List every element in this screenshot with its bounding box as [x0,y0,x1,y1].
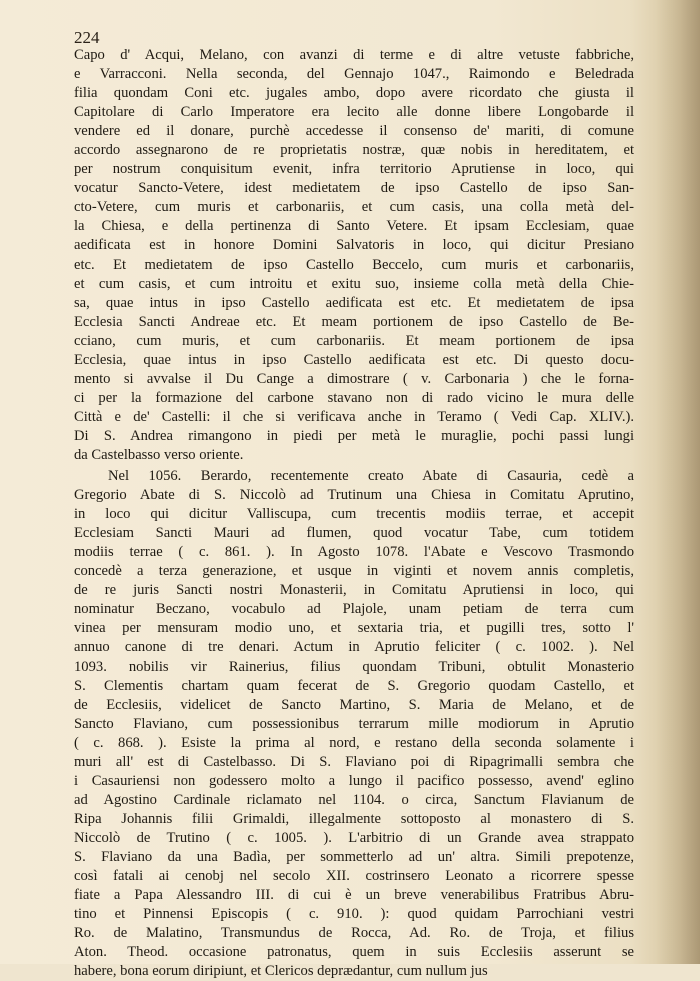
text-line: Ecclesia, quae intus in ipso Castello aedificata est etc. Di questo docu- [74,351,634,368]
text-line: de re juris Sancti nostri Monasterii, in Comitatu Aprutiensi in loco, qui [74,582,634,599]
text-line: de Ecclesiis, videlicet de Sancto Martino, S. Maria de Melano, et de [74,696,634,713]
text-line: modiis terrae ( c. 861. ). In Agosto 1078. l'Abate e Vescovo Trasmondo [74,544,634,561]
paragraph-1 [74,46,634,465]
text-body [74,46,634,981]
text-line: la Chiesa, e della pertinenza di Santo Vetere. Et ipsam Ecclesiam, quae [74,218,634,235]
text-line: etc. Et medietatem de ipso Castello Beccelo, cum muris et carbonariis, [74,256,634,273]
text-line: S. Flaviano da una Badìa, per sommetterlo ad un' altra. Simili prepotenze, [74,848,634,865]
text-line: Città e de' Castelli: il che si verificava anche in Teramo ( Vedi Cap. XLIV.). [74,408,634,425]
text-line: Nel 1056. Berardo, recentemente creato Abate di Casauria, cedè a [108,468,634,485]
text-line: habere, bona eorum diripiunt, et Clericos deprædantur, cum nullum jus [74,963,488,980]
text-line: vendere ed il donare, purchè accedesse il consenso de' mariti, di comune [74,123,634,140]
text-line: muri all' est di Castelbasso. Di S. Flaviano poi di Ripagrimalli sembra che [74,753,634,770]
text-line: accordo assegnarono de re proprietatis nostræ, quæ nobis in hereditatem, et [74,142,634,159]
page-number: 224 [74,28,100,47]
text-line: Ecclesia Sancti Andreae etc. Et meam portionem de ipso Castello de Be- [74,313,634,330]
text-line: Ro. de Malatino, Transmundus de Rocca, Ad. Ro. de Troja, et filius [74,925,634,942]
text-line: Capitolare di Carlo Imperatore era lecito alle donne libere Longobarde il [74,104,634,121]
text-line: in loco qui dicitur Valliscupa, cum trecentis modiis terrae, et accepit [74,506,634,523]
text-line: Gregorio Abate di S. Niccolò ad Trutinum una Chiesa in Comitatu Aprutino, [74,487,634,504]
text-line: Niccolò de Trutino ( c. 1005. ). L'arbitrio di un Grande avea strappato [74,829,634,846]
text-line: tino et Pinnensi Episcopis ( c. 910. ): quod quidam Parrochiani vestri [74,906,634,923]
text-line: così fatali ai cenobj nel secolo XII. costrinsero Leonato a ricorrere spesse [74,868,634,885]
text-line: nominatur Beczano, vocabulo ad Plajole, unam petiam de terra cum [74,601,634,618]
text-line: ci per la formazione del carbone stavano non di rado vicino le mura delle [74,389,634,406]
text-line: vinea per mensuram modio uno, et sextaria tria, et pugilli tres, sotto l' [74,620,634,637]
text-line: cto-Vetere, cum muris et carbonariis, et cum casis, una colla metà del- [74,199,634,216]
text-line: per nostrum conquisitum evenit, infra territorio Aprutiense in loco, qui [74,161,634,178]
text-line: fiate a Papa Alessandro III. di cui è un breve venerabilibus Fratribus Abru- [74,887,634,904]
text-line: et cum casis, et cum introitu et exitu suo, insieme colla metà della Chie- [74,275,634,292]
page-gutter-shadow [656,0,700,964]
text-line: Capo d' Acqui, Melano, con avanzi di terme e di altre vetuste fabbriche, [74,47,634,63]
text-line: 1093. nobilis vir Rainerius, filius quondam Tribuni, obtulit Monasterio [74,658,634,675]
text-line: Ripa Johannis filii Grimaldi, illegalmente sottoposto al monastero di S. [74,810,634,827]
text-line: S. Clementis chartam quam fecerat de S. Gregorio quodam Castello, et [74,677,634,694]
text-line: cciano, cum muris, et cum carbonariis. Et meam portionem de ipsa [74,332,634,349]
text-line: vocatur Sancto-Vetere, idest medietatem de ipso Castello de ipso San- [74,180,634,197]
text-line: da Castelbasso verso oriente. [74,446,244,463]
text-line: ad Agostino Cardinale riclamato nel 1104. o circa, Sanctum Flavianum de [74,791,634,808]
text-line: mento si avvalse il Du Cange a dimostrare ( v. Carbonaria ) che le forna- [74,370,634,387]
text-line: Di S. Andrea rimangono in piedi per metà le muraglie, pochi passi lungi [74,427,634,444]
paragraph-2 [74,467,634,981]
text-line: concedè a terza generazione, et usque in viginti et novem annis completis, [74,563,634,580]
text-line: e Varracconi. Nella seconda, del Gennajo 1047., Raimondo e Beledrada [74,66,634,83]
text-line: ( c. 868. ). Esiste la prima al nord, e restano della seconda solamente i [74,734,634,751]
text-line: sa, quae intus in ipso Castello aedificata est etc. Et medietatem de ipsa [74,294,634,311]
text-line: aedificata est in honore Domini Salvatoris in loco, qui dicitur Presiano [74,237,634,254]
text-line: Aton. Theod. occasione patronatus, quem in suis Ecclesiis asserunt se [74,944,634,961]
text-line: Sancto Flaviano, cum possessionibus terrarum mille modiorum in Aprutio [74,715,634,732]
text-line: filia quondam Coni etc. jugales ambo, dopo avere ricordato che giusta il [74,85,634,102]
text-line: i Casauriensi non godessero molto a lungo il pacifico possesso, avend' eglino [74,772,634,789]
text-line: annuo canone di tre denari. Actum in Aprutio feliciter ( c. 1002. ). Nel [74,639,634,656]
text-line: Ecclesiam Sancti Mauri ad flumen, quod vocatur Tabe, cum totidem [74,525,634,542]
